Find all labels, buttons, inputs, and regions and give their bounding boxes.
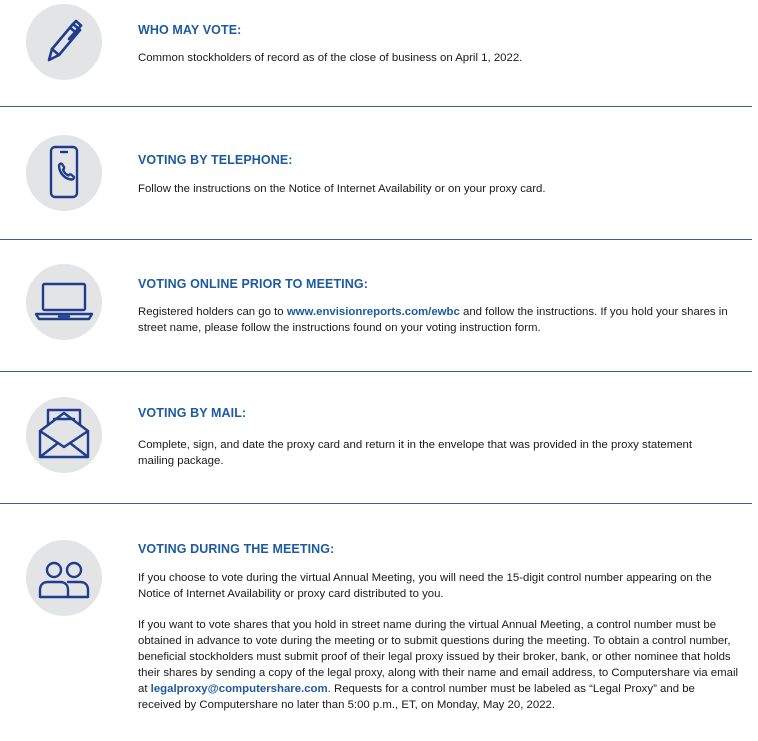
divider xyxy=(0,371,752,372)
people-icon xyxy=(26,540,102,616)
legal-proxy-email-link[interactable]: legalproxy@computershare.com xyxy=(150,683,328,695)
divider xyxy=(0,239,752,240)
section-paragraph-1: If you choose to vote during the virtual Annual Meeting, you will need the 15-digit control number appearing on the Notice of Internet Availability or proxy card distributed to you. xyxy=(138,572,712,600)
section-paragraph-2 xyxy=(138,617,738,713)
section-text: Common stockholders of record as of the close of business on April 1, 2022. xyxy=(138,52,523,64)
laptop-icon xyxy=(26,264,102,340)
section-text: Follow the instructions on the Notice of Internet Availability or on your proxy card. xyxy=(138,183,546,195)
section-text-start: Registered holders can go to xyxy=(138,306,287,318)
section-paragraph-2-start: If you want to vote shares that you hold in street name during the virtual Annual Meeting, a control number must be obtained in advance to vote during the meeting or to submit questions during the meeting. To obtain a control number, beneficial stockholders must submit proof of their legal proxy issued by their broker, bank, or other nominee that holds their shares by sending a copy of the legal proxy, along with their name and email address, to Computershare via email at xyxy=(138,619,739,695)
mobile-phone-icon xyxy=(26,135,102,211)
section-heading: WHO MAY VOTE: xyxy=(138,23,242,37)
divider xyxy=(0,106,752,107)
section-heading: VOTING BY MAIL: xyxy=(138,406,247,420)
section-heading: VOTING BY TELEPHONE: xyxy=(138,153,293,167)
section-heading: VOTING ONLINE PRIOR TO MEETING: xyxy=(138,277,368,291)
envision-reports-link[interactable]: www.envisionreports.com/ewbc xyxy=(286,306,460,318)
divider xyxy=(0,503,752,504)
section-paragraph-2-end: . Requests for a control number must be labeled as “Legal Proxy” and be received by Computershare no later than 5:00 p.m., ET, on Monday, May 20, 2022. xyxy=(138,683,695,711)
section-text xyxy=(138,304,738,336)
pen-icon xyxy=(26,4,102,80)
section-heading: VOTING DURING THE MEETING: xyxy=(138,542,335,556)
section-text: Complete, sign, and date the proxy card and return it in the envelope that was provided in the proxy statement mailing package. xyxy=(138,439,693,467)
section-text-end: and follow the instructions. If you hold your shares in street name, please follow the instructions found on your voting instruction form. xyxy=(138,306,728,334)
envelope-icon xyxy=(26,397,102,473)
